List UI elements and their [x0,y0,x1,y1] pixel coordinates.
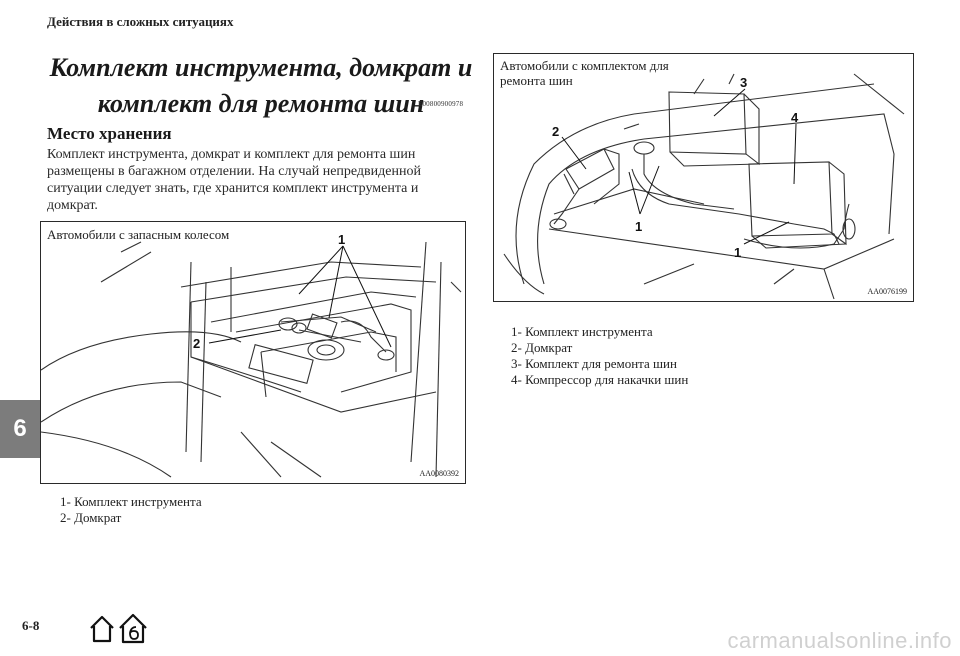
figure-caption-line-2: ремонта шин [500,73,573,88]
page-title [46,50,476,122]
figure-spare-wheel [40,221,466,484]
document-code: E00800900978 [418,100,464,108]
home-icon[interactable] [91,617,113,641]
watermark: carmanualsonline.info [727,628,952,653]
chapter-6-home-icon[interactable] [120,615,146,642]
legend-item: 2- Домкрат [511,340,573,355]
figure-repair-kit [493,53,914,302]
section-text: Комплект инструмента, домкрат и комплект для ремонта шин размещены в багажном отделении. На случай непредвиденной ситуации следует знать, где хранится комплект инструмента и домкрат. [47,147,421,213]
figure-caption-line-1: Автомобили с комплектом для [500,58,669,73]
legend-item: 2- Домкрат [60,510,122,525]
callout-1: 1 [338,232,346,247]
figure-caption: Автомобили с запасным колесом [47,227,230,242]
legend-left [60,494,202,526]
legend-item: 4- Компрессор для накачки шин [511,372,689,387]
legend-item: 3- Комплект для ремонта шин [511,356,677,371]
callout-3: 3 [740,75,748,90]
page-number: 6-8 [22,618,40,633]
legend-item: 1- Комплект инструмента [511,324,653,339]
title-line-1: Комплект инструмента, домкрат и [49,53,473,82]
section-heading: Место хранения [47,124,172,143]
callout-1: 1 [635,219,643,234]
callout-2: 2 [552,124,560,139]
legend-item: 1- Комплект инструмента [60,494,202,509]
trunk-spare-wheel-illustration [41,222,465,483]
legend-right [511,324,688,388]
callout-2: 2 [193,336,201,351]
callout-4: 4 [791,110,799,125]
figure-code: AA0076199 [867,287,907,296]
chapter-tab: 6 [0,400,40,458]
running-header: Действия в сложных ситуациях [47,14,234,29]
title-line-2: комплект для ремонта шин [97,89,425,118]
navigation-icons [88,612,152,646]
figure-code: AA0080392 [419,469,459,478]
callout-1: 1 [734,245,742,260]
trunk-repair-kit-illustration [494,54,913,301]
